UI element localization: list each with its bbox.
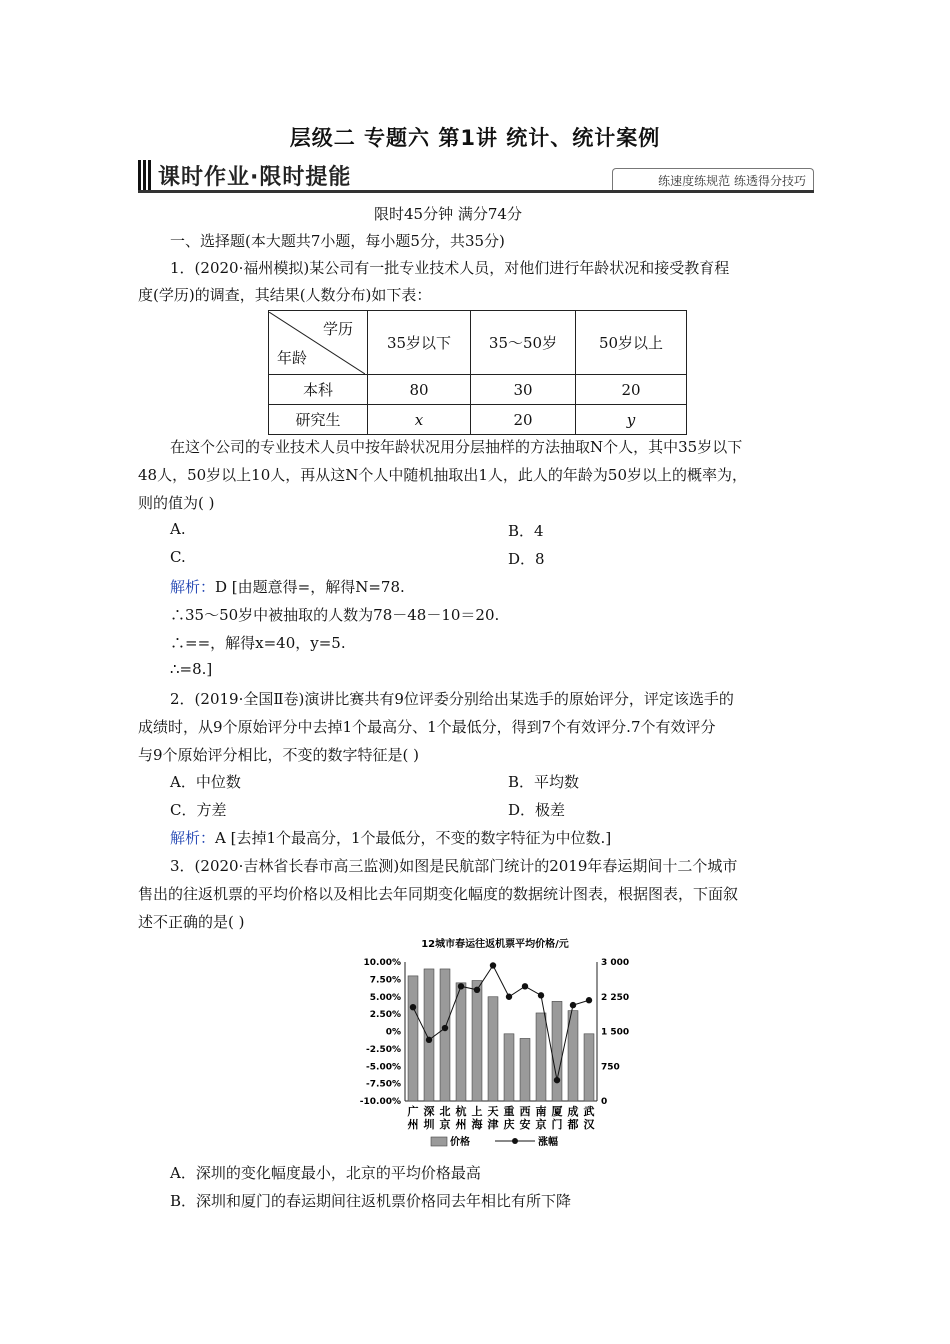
change-point [458, 983, 464, 989]
category-label: 州 [407, 1118, 419, 1131]
category-label: 西 [519, 1105, 531, 1118]
q2-option-b: B．平均数 [508, 773, 580, 791]
q2-stem-line1: 2．(2019·全国Ⅱ卷)演讲比赛共有9位评委分别给出某选手的原始评分，评定该选手的 [170, 690, 734, 708]
category-label: 安 [519, 1118, 531, 1131]
category-label: 京 [535, 1118, 547, 1131]
airfare-chart [345, 936, 645, 1156]
q1-analysis-line3: ∴==，解得x=40，y=5. [170, 634, 346, 652]
q2-analysis [170, 827, 611, 848]
category-label: 州 [455, 1118, 467, 1131]
q3-stem-line3: 述不正确的是( ) [138, 913, 245, 931]
q2-option-d: D．极差 [508, 801, 566, 819]
table-col-header: 35岁以下 [368, 311, 471, 375]
section-heading: 一、选择题(本大题共7小题，每小题5分，共35分) [170, 232, 505, 250]
table-row [269, 375, 687, 405]
category-label: 京 [439, 1118, 451, 1131]
table-cell: x [368, 405, 471, 435]
price-bar [536, 1013, 546, 1101]
category-label: 武 [583, 1105, 595, 1118]
page-title: 层级二 专题六 第1讲 统计、统计案例 [289, 126, 661, 150]
table-row-label: 本科 [269, 375, 368, 405]
time-limit: 限时45分钟 满分74分 [374, 205, 522, 223]
left-tick-label: -2.50% [366, 1044, 401, 1055]
q1-analysis [170, 576, 405, 597]
price-bar [584, 1034, 594, 1101]
q1-body-line2: 48人，50岁以上10人，再从这N个人中随机抽取出1人，此人的年龄为50岁以上的概率为， [138, 466, 748, 484]
change-point [570, 1002, 576, 1008]
q1-body-line3: 则的值为( ) [138, 494, 215, 512]
category-label: 南 [535, 1105, 547, 1118]
category-label: 杭 [455, 1105, 467, 1118]
right-tick-label: 2 250 [601, 992, 630, 1003]
right-tick-label: 750 [601, 1062, 620, 1073]
left-tick-label: 10.00% [363, 958, 401, 968]
q1-stem-line2: 度(学历)的调查，其结果(人数分布)如下表： [138, 286, 432, 304]
change-point [554, 1077, 560, 1083]
legend-label: 价格 [450, 1137, 470, 1148]
q1-option-a: A. [170, 520, 186, 538]
q1-body-line1: 在这个公司的专业技术人员中按年龄状况用分层抽样的方法抽取N个人，其中35岁以下 [170, 438, 743, 456]
table-col-header: 50岁以上 [576, 311, 687, 375]
corner-bottom-label: 年龄 [277, 348, 308, 367]
table-row-label: 研究生 [269, 405, 368, 435]
table-cell: 20 [471, 405, 576, 435]
banner-title: 课时作业·限时提能 [158, 165, 352, 190]
left-tick-label: 2.50% [369, 1010, 401, 1021]
left-tick-label: -5.00% [366, 1062, 401, 1073]
table-corner-cell [269, 311, 368, 375]
category-label: 圳 [423, 1118, 435, 1131]
corner-top-label: 学历 [322, 319, 353, 338]
right-tick-label: 1 500 [601, 1027, 630, 1038]
price-bar [472, 981, 482, 1101]
price-bar [504, 1034, 514, 1101]
banner-subtitle: 练速度练规范 练透得分技巧 [658, 174, 806, 188]
change-point [426, 1037, 432, 1043]
table-cell: 80 [368, 375, 471, 405]
category-label: 北 [439, 1105, 451, 1118]
price-bar [456, 983, 466, 1101]
change-point [490, 962, 496, 968]
table-col-header: 35～50岁 [471, 311, 576, 375]
q3-stem-line2: 售出的往返机票的平均价格以及相比去年同期变化幅度的数据统计图表，根据图表，下面叙 [138, 885, 739, 903]
category-label: 汉 [583, 1118, 595, 1131]
q2-option-a: A．中位数 [170, 773, 241, 791]
legend-point-swatch [512, 1138, 518, 1144]
table-cell: 20 [576, 375, 687, 405]
category-label: 广 [407, 1105, 419, 1118]
chart-line [410, 962, 592, 1083]
left-tick-label: 5.00% [369, 992, 401, 1003]
legend-label: 涨幅 [538, 1137, 558, 1148]
table-cell: y [576, 405, 687, 435]
left-tick-label: 0% [385, 1027, 401, 1038]
banner-stripe-icon [138, 160, 152, 190]
analysis-text: A [去掉1个最高分，1个最低分，不变的数字特征为中位数.] [215, 829, 612, 847]
q1-option-b: B．4 [508, 522, 544, 540]
banner-underline [138, 190, 814, 193]
right-tick-label: 0 [601, 1097, 608, 1107]
q3-option-a: A．深圳的变化幅度最小，北京的平均价格最高 [170, 1164, 481, 1182]
education-table [268, 310, 687, 435]
right-tick-label: 3 000 [601, 958, 630, 968]
price-bar [408, 976, 418, 1101]
table-cell: 30 [471, 375, 576, 405]
category-label: 厦 [551, 1105, 563, 1118]
price-bar [424, 969, 434, 1101]
category-label: 津 [487, 1118, 499, 1131]
change-point [506, 994, 512, 1000]
category-label: 门 [551, 1118, 563, 1131]
analysis-text: D [由题意得=，解得N=78. [215, 578, 405, 596]
category-label: 重 [503, 1105, 515, 1118]
category-label: 成 [567, 1105, 579, 1118]
category-label: 天 [487, 1105, 499, 1118]
price-bar [488, 997, 498, 1101]
change-point [586, 997, 592, 1003]
left-tick-label: -7.50% [366, 1079, 401, 1090]
category-label: 都 [567, 1118, 579, 1131]
q2-stem-line2: 成绩时，从9个原始评分中去掉1个最高分、1个最低分，得到7个有效评分.7个有效评分 [138, 718, 716, 736]
change-point [538, 992, 544, 998]
category-label: 海 [471, 1118, 483, 1131]
price-bar [440, 969, 450, 1101]
analysis-label: 解析： [170, 578, 216, 596]
change-point [474, 987, 480, 993]
category-label: 庆 [503, 1118, 515, 1131]
q1-option-d: D．8 [508, 550, 545, 568]
q1-stem-line1: 1．(2020·福州模拟)某公司有一批专业技术人员，对他们进行年龄状况和接受教育程 [170, 259, 730, 277]
q2-stem-line3: 与9个原始评分相比，不变的数字特征是( ) [138, 746, 420, 764]
change-point [442, 1025, 448, 1031]
section-banner [138, 160, 814, 194]
analysis-label: 解析： [170, 829, 216, 847]
q1-option-c: C. [170, 548, 186, 566]
chart-legend [431, 1135, 558, 1148]
q3-option-b: B．深圳和厦门的春运期间往返机票价格同去年相比有所下降 [170, 1192, 572, 1210]
category-label: 深 [423, 1105, 435, 1118]
chart-categories [407, 1104, 596, 1131]
price-bar [552, 1001, 562, 1101]
q1-analysis-line2: ∴35～50岁中被抽取的人数为78－48－10＝20. [170, 606, 500, 624]
q2-option-c: C．方差 [170, 801, 227, 819]
price-bar [520, 1038, 530, 1101]
price-bar [568, 1011, 578, 1101]
legend-bar-swatch [431, 1137, 447, 1146]
change-point [522, 983, 528, 989]
table-row [269, 405, 687, 435]
left-tick-label: 7.50% [369, 975, 401, 986]
chart-title: 12城市春运往返机票平均价格/元 [421, 939, 569, 950]
change-point [410, 1004, 416, 1010]
q3-stem-line1: 3．(2020·吉林省长春市高三监测)如图是民航部门统计的2019年春运期间十二个城市 [170, 857, 738, 875]
left-tick-label: -10.00% [359, 1097, 401, 1107]
change-line [413, 965, 589, 1080]
q1-analysis-line4: ∴=8.] [170, 660, 213, 678]
category-label: 上 [471, 1105, 483, 1118]
